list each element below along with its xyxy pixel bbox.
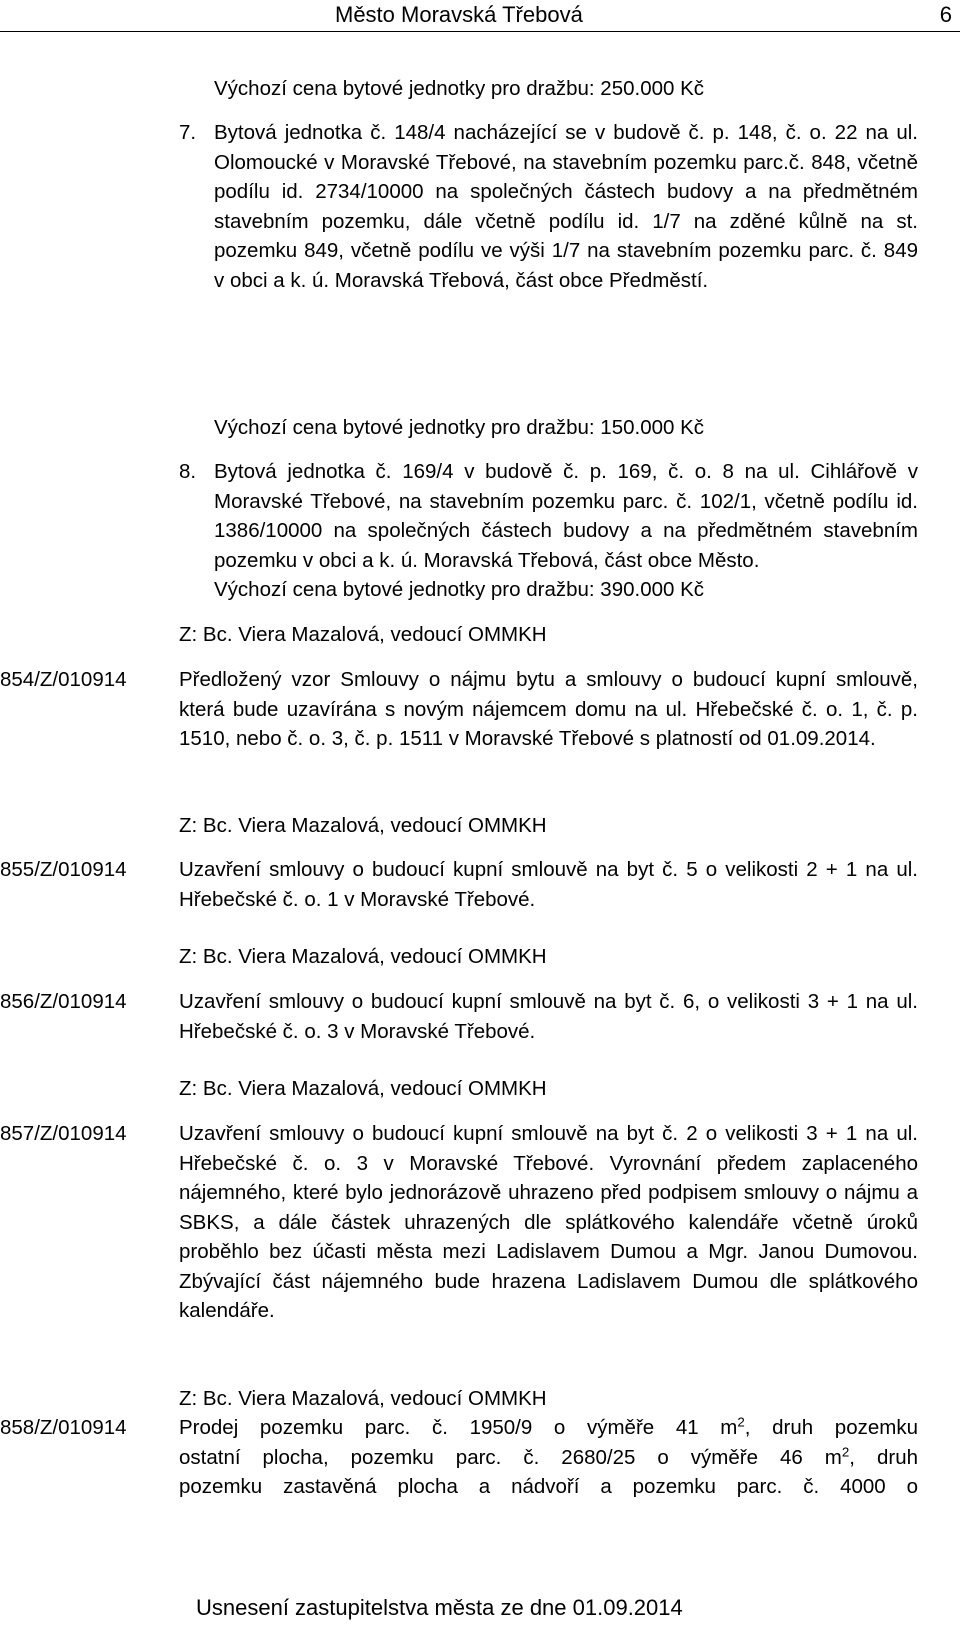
resolution-number-855: 855/Z/010914 [0, 858, 127, 881]
responsible-person: Z: Bc. Viera Mazalová, vedoucí OMMKH [179, 945, 547, 968]
responsible-person: Z: Bc. Viera Mazalová, vedoucí OMMKH [179, 814, 547, 837]
resolution-number-854: 854/Z/010914 [0, 668, 127, 691]
resolution-858-line: ostatní plocha, pozemku parc. č. 2680/25 o výměře 46 $m^2$, druh [179, 1444, 918, 1469]
item-7-number: 7. [179, 121, 197, 144]
resolution-number-856: 856/Z/010914 [0, 990, 127, 1013]
header-rule [0, 31, 960, 32]
starting-price-item-7: Výchozí cena bytové jednotky pro dražbu: 150.000 Kč [214, 416, 705, 439]
resolution-text-857: Uzavření smlouvy o budoucí kupní smlouvě na byt č. 2 o velikosti 3 + 1 na ul. Hřebečské č. o. 3 v Moravské Třebové. Vyrovnání předem zaplaceného nájemného, které bylo jednorázově uhrazeno před podpisem smlouvy o nájmu a SBKS, a dále částek uhrazených dle splátkového kalendáře včetně úroků proběhlo bez účasti města mezi Ladislavem Dumou a Mgr. Janou Dumovou. Zbývající část nájemného bude hrazena Ladislavem Dumou dle splátkového kalendáře. [179, 1122, 918, 1322]
resolution-text-855: Uzavření smlouvy o budoucí kupní smlouvě na byt č. 5 o velikosti 2 + 1 na ul. Hřebečské č. o. 1 v Moravské Třebové. [179, 858, 918, 911]
header-title: Město Moravská Třebová [335, 2, 583, 27]
resolution-858-line: Prodej pozemku parc. č. 1950/9 o výměře 41 $m^2$, druh pozemku [179, 1414, 918, 1439]
item-8-text: Bytová jednotka č. 169/4 v budově č. p. 169, č. o. 8 na ul. Cihlářově v Moravské Třebové, na stavebním pozemku parc. č. 102/1, včetně podílu id. 1386/10000 na společných částech budovy a na předmětném stavebním pozemku v obci a k. ú. Moravská Třebová, část obce Město. [214, 460, 918, 572]
page-footer: Usnesení zastupitelstva města ze dne 01.09.2014 [196, 1595, 683, 1620]
responsible-person: Z: Bc. Viera Mazalová, vedoucí OMMKH [179, 1077, 547, 1100]
resolution-text-854: Předložený vzor Smlouvy o nájmu bytu a smlouvy o budoucí kupní smlouvě, která bude uzavírána s novým nájemcem domu na ul. Hřebečské č. o. 1, č. p. 1510, nebo č. o. 3, č. p. 1511 v Moravské Třebové s platností od 01.09.2014. [179, 668, 918, 750]
responsible-person: Z: Bc. Viera Mazalová, vedoucí OMMKH [179, 1387, 547, 1410]
item-7-text: Bytová jednotka č. 148/4 nacházející se v budově č. p. 148, č. o. 22 na ul. Olomoucké v Moravské Třebové, na stavebním pozemku parc.č. 848, včetně podílu id. 2734/10000 na společných částech budovy a na předmětném stavebním pozemku, dále včetně podílu id. 1/7 na zděné kůlně na st. pozemku 849, včetně podílu ve výši 1/7 na stavebním pozemku parc. č. 849 v obci a k. ú. Moravská Třebová, část obce Předměstí. [214, 121, 918, 292]
page-number: 6 [939, 2, 952, 27]
item-8-number: 8. [179, 460, 197, 483]
starting-price-item-6: Výchozí cena bytové jednotky pro dražbu: 250.000 Kč [214, 77, 705, 100]
resolution-number-857: 857/Z/010914 [0, 1122, 127, 1145]
resolution-text-856: Uzavření smlouvy o budoucí kupní smlouvě na byt č. 6, o velikosti 3 + 1 na ul. Hřebečské č. o. 3 v Moravské Třebové. [179, 990, 918, 1043]
resolution-number-858: 858/Z/010914 [0, 1416, 127, 1439]
responsible-person: Z: Bc. Viera Mazalová, vedoucí OMMKH [179, 623, 547, 646]
resolution-text-858 [179, 1413, 918, 1502]
page-header [0, 0, 960, 32]
starting-price-item-8: Výchozí cena bytové jednotky pro dražbu: 390.000 Kč [214, 578, 705, 601]
resolution-858-line: pozemku zastavěná plocha a nádvoří a pozemku parc. č. 4000 o [179, 1475, 918, 1498]
